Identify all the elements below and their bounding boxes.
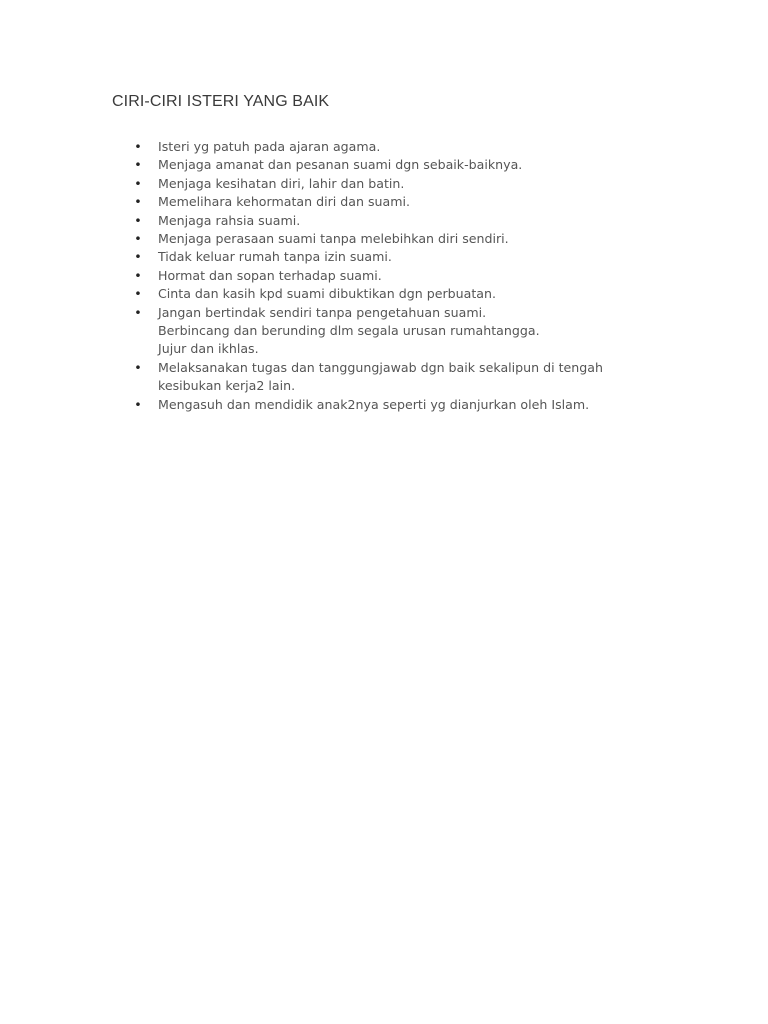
- list-item: [133, 396, 653, 414]
- list-item: [133, 230, 653, 248]
- list-item: [133, 138, 653, 156]
- list-item-text: Menjaga rahsia suami.: [158, 212, 301, 228]
- bullet-icon: •: [134, 396, 142, 412]
- bullet-list: [133, 138, 653, 414]
- list-item-text: Tidak keluar rumah tanpa izin suami.: [158, 249, 392, 265]
- bullet-icon: •: [134, 267, 142, 283]
- list-item-text: Mengasuh dan mendidik anak2nya seperti yg dianjurkan oleh Islam.: [158, 396, 590, 412]
- bullet-icon: •: [134, 175, 142, 191]
- list-item-text: kesibukan kerja2 lain.: [158, 378, 296, 394]
- list-item-text: Memelihara kehormatan diri dan suami.: [158, 194, 410, 210]
- list-item-text: Isteri yg patuh pada ajaran agama.: [158, 139, 381, 154]
- bullet-icon: •: [134, 231, 142, 247]
- bullet-icon: •: [134, 157, 142, 173]
- list-item-text: Hormat dan sopan terhadap suami.: [158, 267, 382, 283]
- list-item-text: Jangan bertindak sendiri tanpa pengetahuan suami.: [158, 304, 487, 320]
- list-item: [133, 304, 653, 359]
- list-item: [133, 285, 653, 303]
- list-item: [133, 212, 653, 230]
- list-item: [133, 156, 653, 174]
- list-item: [133, 193, 653, 211]
- list-item-text: Menjaga kesihatan diri, lahir dan batin.: [158, 175, 405, 191]
- list-item: [133, 359, 653, 396]
- bullet-icon: •: [134, 194, 142, 210]
- list-item-text: Jujur dan ikhlas.: [158, 341, 259, 357]
- bullet-icon: •: [134, 212, 142, 228]
- list-item: [133, 175, 653, 193]
- list-item: [133, 267, 653, 285]
- bullet-icon: •: [134, 359, 142, 375]
- list-item-text: Menjaga perasaan suami tanpa melebihkan diri sendiri.: [158, 231, 509, 247]
- list-item-text: Berbincang dan berunding dlm segala urusan rumahtangga.: [158, 323, 540, 339]
- document-title: CIRI-CIRI ISTERI YANG BAIK: [112, 93, 330, 110]
- bullet-icon: •: [134, 139, 142, 154]
- list-item-text: Cinta dan kasih kpd suami dibuktikan dgn perbuatan.: [158, 286, 496, 302]
- list-item-text: Melaksanakan tugas dan tanggungjawab dgn baik sekalipun di tengah: [158, 359, 603, 375]
- bullet-icon: •: [134, 304, 142, 320]
- bullet-icon: •: [134, 249, 142, 265]
- list-item-text: Menjaga amanat dan pesanan suami dgn sebaik-baiknya.: [158, 157, 523, 173]
- bullet-icon: •: [134, 286, 142, 302]
- list-item: [133, 248, 653, 266]
